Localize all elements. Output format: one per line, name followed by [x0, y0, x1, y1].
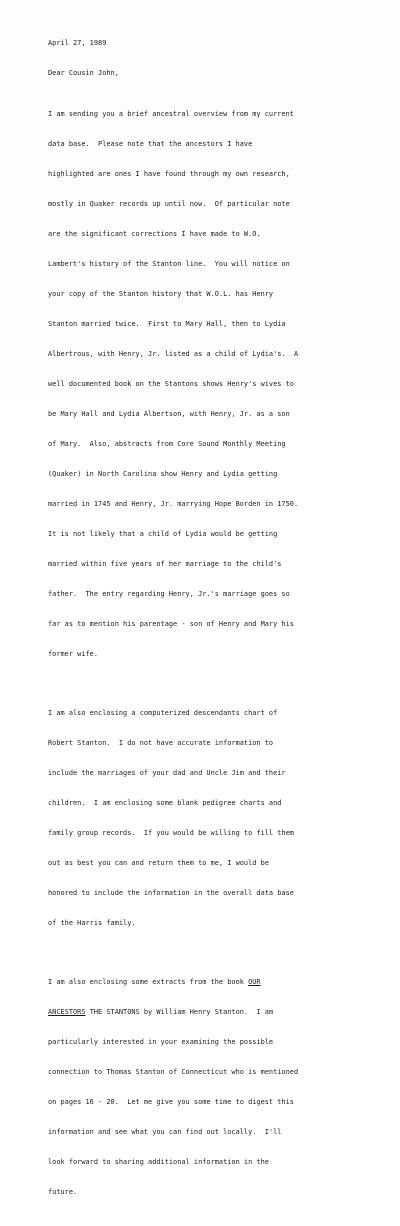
paragraph-line: your copy of the Stanton history that W.O.L. has Henry: [48, 290, 274, 298]
paragraph-line: highlighted are ones I have found through my own research,: [48, 170, 290, 178]
paragraph-line: married in 1745 and Henry, Jr. marrying Hope Borden in 1750.: [48, 500, 299, 508]
paragraph-line: well documented book on the Stantons shows Henry's wives to: [48, 380, 294, 388]
paragraph-line: include the marriages of your dad and Uncle Jim and their: [48, 769, 286, 777]
paragraph-line: honored to include the information in the overall data base: [48, 889, 294, 897]
book-title: ANCESTORS: [48, 1008, 86, 1016]
paragraph-line: mostly in Quaker records up until now. Of particular note: [48, 200, 290, 208]
paragraph-line: married within five years of her marriage to the child's: [48, 560, 282, 568]
paragraph-line: Albertrous, with Henry, Jr. listed as a child of Lydia's. A: [48, 350, 299, 358]
paragraph-line: Lambert's history of the Stanton line. You will notice on: [48, 260, 290, 268]
paragraph-line: [48, 1007, 393, 1017]
paragraph-1: [48, 89, 393, 679]
paragraph-line: particularly interested in your examining the possible: [48, 1038, 274, 1046]
paragraph-line: future.: [48, 1188, 78, 1196]
paragraph-line: [48, 977, 393, 987]
book-title: OUR: [248, 978, 261, 986]
paragraph-line: family group records. If you would be willing to fill them: [48, 829, 294, 837]
paragraph-line: (Quaker) in North Carolina show Henry and Lydia getting: [48, 470, 278, 478]
paragraph-line: data base. Please note that the ancestors I have: [48, 140, 253, 148]
paragraph-line-text: THE STANTONS by William Henry Stanton. I am: [89, 1008, 274, 1016]
paragraph-line: I am also enclosing a computerized descendants chart of: [48, 709, 278, 717]
paragraph-line: out as best you can and return them to me, I would be: [48, 859, 269, 867]
paragraph-line: connection to Thomas Stanton of Connecticut who is mentioned: [48, 1068, 299, 1076]
paragraph-line: far as to mention his parentage - son of Henry and Mary his: [48, 620, 294, 628]
letter-salutation: Dear Cousin John,: [48, 69, 119, 77]
paragraph-3: [48, 957, 393, 1217]
paragraph-line: look forward to sharing additional information in the: [48, 1158, 269, 1166]
paragraph-line: Stanton married twice. First to Mary Hall, then to Lydia: [48, 320, 286, 328]
paragraph-line: on pages 16 - 20. Let me give you some time to digest this: [48, 1098, 294, 1106]
paragraph-line: of the Harris family.: [48, 919, 136, 927]
paragraph-line: are the significant corrections I have made to W.O.: [48, 230, 261, 238]
paragraph-line: be Mary Hall and Lydia Albertson, with Henry, Jr. as a son: [48, 410, 290, 418]
paragraph-line: children. I am enclosing some blank pedigree charts and: [48, 799, 282, 807]
paragraph-line: of Mary. Also, abstracts from Core Sound Monthly Meeting: [48, 440, 286, 448]
paragraph-line: information and see what you can find out locally. I'll: [48, 1128, 282, 1136]
paragraph-2: [48, 688, 393, 948]
paragraph-line-text: I am also enclosing some extracts from the book: [48, 978, 249, 986]
letter-body: [48, 38, 393, 1226]
paragraph-line: Robert Stanton. I do not have accurate information to: [48, 739, 274, 747]
paragraph-line: former wife.: [48, 650, 99, 658]
paragraph-line: It is not likely that a child of Lydia would be getting: [48, 530, 278, 538]
paragraph-line: I am sending you a brief ancestral overview from my current: [48, 110, 294, 118]
paragraph-line: father. The entry regarding Henry, Jr.'s marriage goes so: [48, 590, 290, 598]
letter-date: April 27, 1989: [48, 39, 107, 47]
